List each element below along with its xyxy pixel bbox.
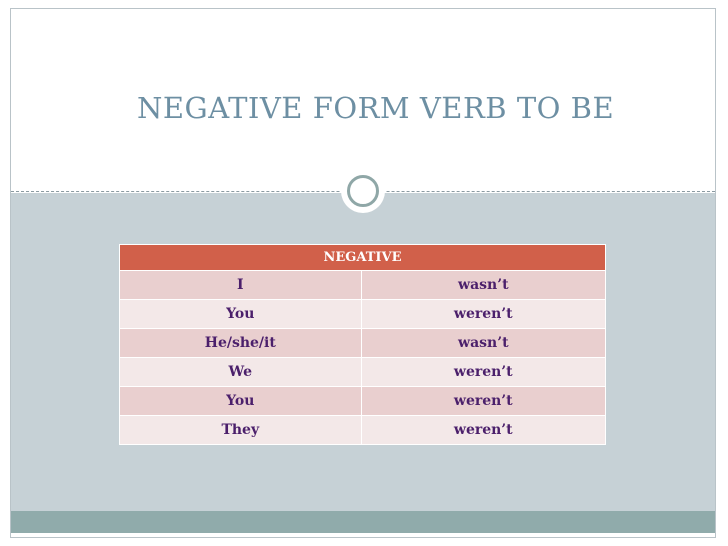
verb-cell: wasn’t xyxy=(361,271,605,300)
subject-cell: You xyxy=(120,387,362,416)
table-row xyxy=(120,271,606,300)
subject-cell: He/she/it xyxy=(120,329,362,358)
verb-cell: weren’t xyxy=(361,300,605,329)
conjugation-table xyxy=(119,244,606,445)
table-row xyxy=(120,358,606,387)
verb-cell: weren’t xyxy=(361,358,605,387)
verb-cell: weren’t xyxy=(361,416,605,445)
table-row xyxy=(120,300,606,329)
table-row xyxy=(120,416,606,445)
subject-cell: I xyxy=(120,271,362,300)
slide-title: NEGATIVE FORM VERB TO BE xyxy=(137,91,615,125)
subject-cell: You xyxy=(120,300,362,329)
table-header xyxy=(120,245,606,271)
subject-cell: They xyxy=(120,416,362,445)
verb-cell: wasn’t xyxy=(361,329,605,358)
table-header-row xyxy=(120,245,606,271)
table-row xyxy=(120,329,606,358)
verb-cell: weren’t xyxy=(361,387,605,416)
table-row xyxy=(120,387,606,416)
subject-cell: We xyxy=(120,358,362,387)
table-header-label: NEGATIVE xyxy=(323,250,402,265)
